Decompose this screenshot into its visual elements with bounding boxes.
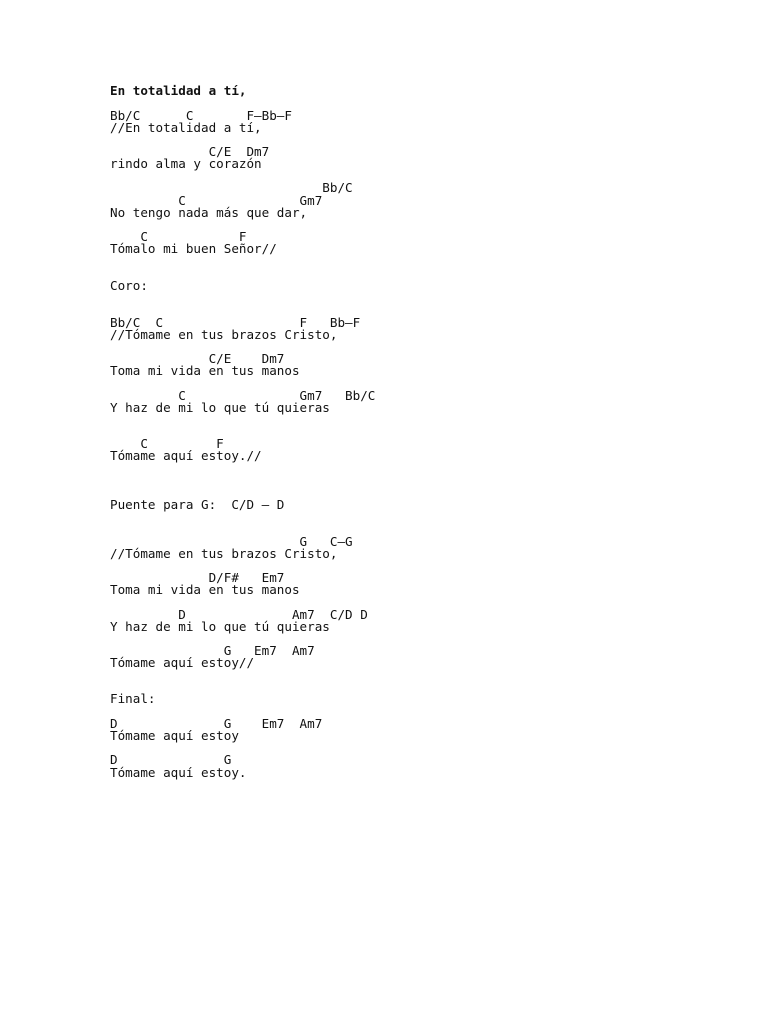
chord-line: D G Em7 Am7 (110, 716, 323, 731)
lyric-line: Y haz de mi lo que tú quieras (110, 619, 330, 634)
section-label-puente: Puente para G: C/D – D (110, 497, 285, 512)
lyric-line: Y haz de mi lo que tú quieras (110, 400, 330, 415)
lyric-line: //En totalidad a tí, (110, 120, 262, 135)
lyric-line: Tómame aquí estoy (110, 728, 239, 743)
chord-line: Bb/C C F–Bb–F (110, 108, 292, 123)
lyric-line: Toma mi vida en tus manos (110, 582, 300, 597)
song-title: En totalidad a tí, (110, 83, 247, 98)
lyric-line: Tómame aquí estoy// (110, 655, 255, 670)
chord-line: G C–G (110, 534, 353, 549)
chord-line: C F (110, 436, 224, 451)
chord-line: Bb/C (110, 180, 353, 195)
lyric-line: //Tómame en tus brazos Cristo, (110, 327, 338, 342)
chord-line: C Gm7 Bb/C (110, 388, 376, 403)
lyric-line: Tómame aquí estoy.// (110, 448, 262, 463)
chord-line: D/F# Em7 (110, 570, 285, 585)
chord-line: C/E Dm7 (110, 144, 270, 159)
section-label-final: Final: (110, 691, 156, 706)
lyric-line: No tengo nada más que dar, (110, 205, 308, 220)
chord-line: D G (110, 752, 232, 767)
lyric-line: Toma mi vida en tus manos (110, 363, 300, 378)
chord-line: G Em7 Am7 (110, 643, 315, 658)
lyric-line: Tómalo mi buen Señor// (110, 241, 277, 256)
chord-line: C F (110, 229, 247, 244)
chord-line: C/E Dm7 (110, 351, 285, 366)
lyric-line: //Tómame en tus brazos Cristo, (110, 546, 338, 561)
chord-line: D Am7 C/D D (110, 607, 368, 622)
chord-line: Bb/C C F Bb–F (110, 315, 361, 330)
chord-line: C Gm7 (110, 193, 323, 208)
lyric-line: Tómame aquí estoy. (110, 765, 247, 780)
lyric-line: rindo alma y corazón (110, 156, 262, 171)
section-label-coro: Coro: (110, 278, 148, 293)
